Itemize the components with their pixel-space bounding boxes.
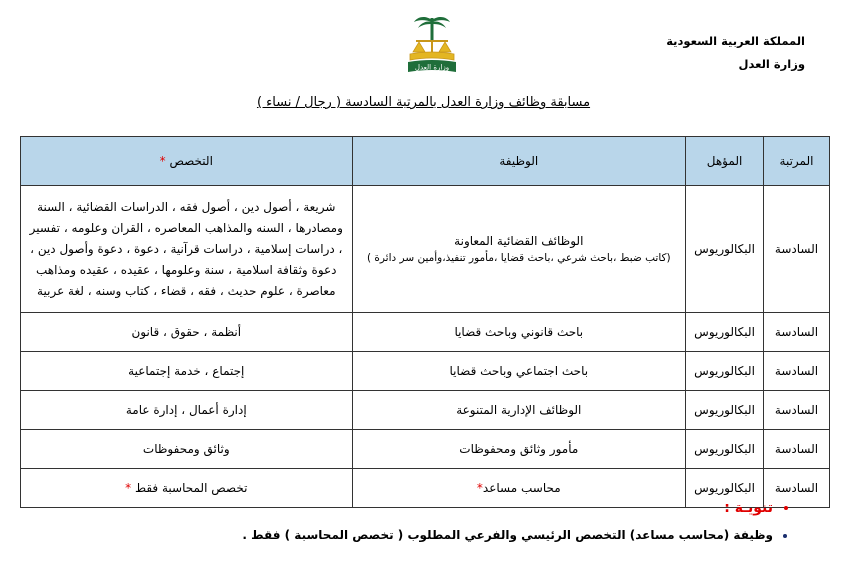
cell-rank: السادسة (764, 391, 830, 430)
table-row (21, 352, 830, 391)
kingdom-name: المملكة العربية السعودية (666, 34, 805, 48)
ministry-logo-icon (400, 12, 464, 76)
cell-qualification: البكالوريوس (686, 469, 764, 508)
cell-qualification: البكالوريوس (686, 313, 764, 352)
ministry-name: وزارة العدل (738, 57, 805, 71)
column-header-rank: المرتبة (764, 137, 830, 186)
cell-rank: السادسة (764, 430, 830, 469)
cell-rank: السادسة (764, 352, 830, 391)
logo-caption: وزارة العدل (414, 63, 450, 72)
cell-job: الوظائف الإدارية المتنوعة (352, 391, 686, 430)
job-subtitle: (كاتب ضبط ،باحث شرعي ،باحث قضايا ،مأمور تنفيذ،وأمين سر دائرة ) (366, 252, 671, 264)
cell-rank: السادسة (764, 469, 830, 508)
cell-rank: السادسة (764, 313, 830, 352)
table-row (21, 313, 830, 352)
cell-qualification: البكالوريوس (686, 352, 764, 391)
cell-specialization: شريعة ، أصول دين ، أصول فقه ، الدراسات القضائية ، السنة ومصادرها ، السنه والمذاهب المعاصره ، القران وعلومه ، تفسير ، دراسات إسلامية ، دراسات قرآنية ، دعوة ، دعوة وأصول دين ، دعوة وثقافة اسلامية ، سنة وعلومها ، عقيده ، عقيده ومذاهب معاصرة ، علوم حديث ، فقه ، قضاء ، كتاب وسنه ، لغة عربية (21, 186, 353, 313)
page-title-text: مسابقة وظائف وزارة العدل بالمرتبة السادسة ( رجال / نساء ) (256, 95, 591, 110)
cell-job (352, 186, 686, 313)
table-row (21, 430, 830, 469)
note-text: • وظيفة (محاسب مساعد) التخصص الرئيسي والفرعي المطلوب ( تخصص المحاسبة ) فقط . (242, 528, 773, 542)
notes-section (242, 500, 795, 554)
required-star-icon: * (125, 481, 132, 495)
column-header-specialization (21, 137, 353, 186)
cell-qualification: البكالوريوس (686, 391, 764, 430)
job-title: محاسب مساعد (482, 481, 561, 495)
cell-job: باحث قانوني وباحث قضايا (352, 313, 686, 352)
note-heading: • تنويـة : (242, 500, 773, 516)
cell-qualification: البكالوريوس (686, 186, 764, 313)
column-header-qualification: المؤهل (686, 137, 764, 186)
cell-qualification: البكالوريوس (686, 430, 764, 469)
cell-specialization: إجتماع ، خدمة إجتماعية (21, 352, 353, 391)
page-title (0, 95, 847, 110)
job-title: الوظائف القضائية المعاونة (454, 234, 584, 248)
cell-rank: السادسة (764, 186, 830, 313)
required-star-icon: * (476, 481, 483, 495)
table-row (21, 186, 830, 313)
cell-job: باحث اجتماعي وباحث قضايا (352, 352, 686, 391)
table-header-row (21, 137, 830, 186)
specialization-header-label: التخصص (169, 154, 213, 168)
cell-specialization: أنظمة ، حقوق ، قانون (21, 313, 353, 352)
cell-specialization: وثائق ومحفوظات (21, 430, 353, 469)
cell-job: مأمور وثائق ومحفوظات (352, 430, 686, 469)
specialization-text: تخصص المحاسبة فقط (134, 481, 248, 495)
column-header-job: الوظيفة (352, 137, 686, 186)
ministry-header (666, 30, 805, 76)
jobs-table (20, 136, 830, 508)
cell-specialization: إدارة أعمال ، إدارة عامة (21, 391, 353, 430)
table-row (21, 391, 830, 430)
required-star-icon: * (159, 154, 166, 168)
